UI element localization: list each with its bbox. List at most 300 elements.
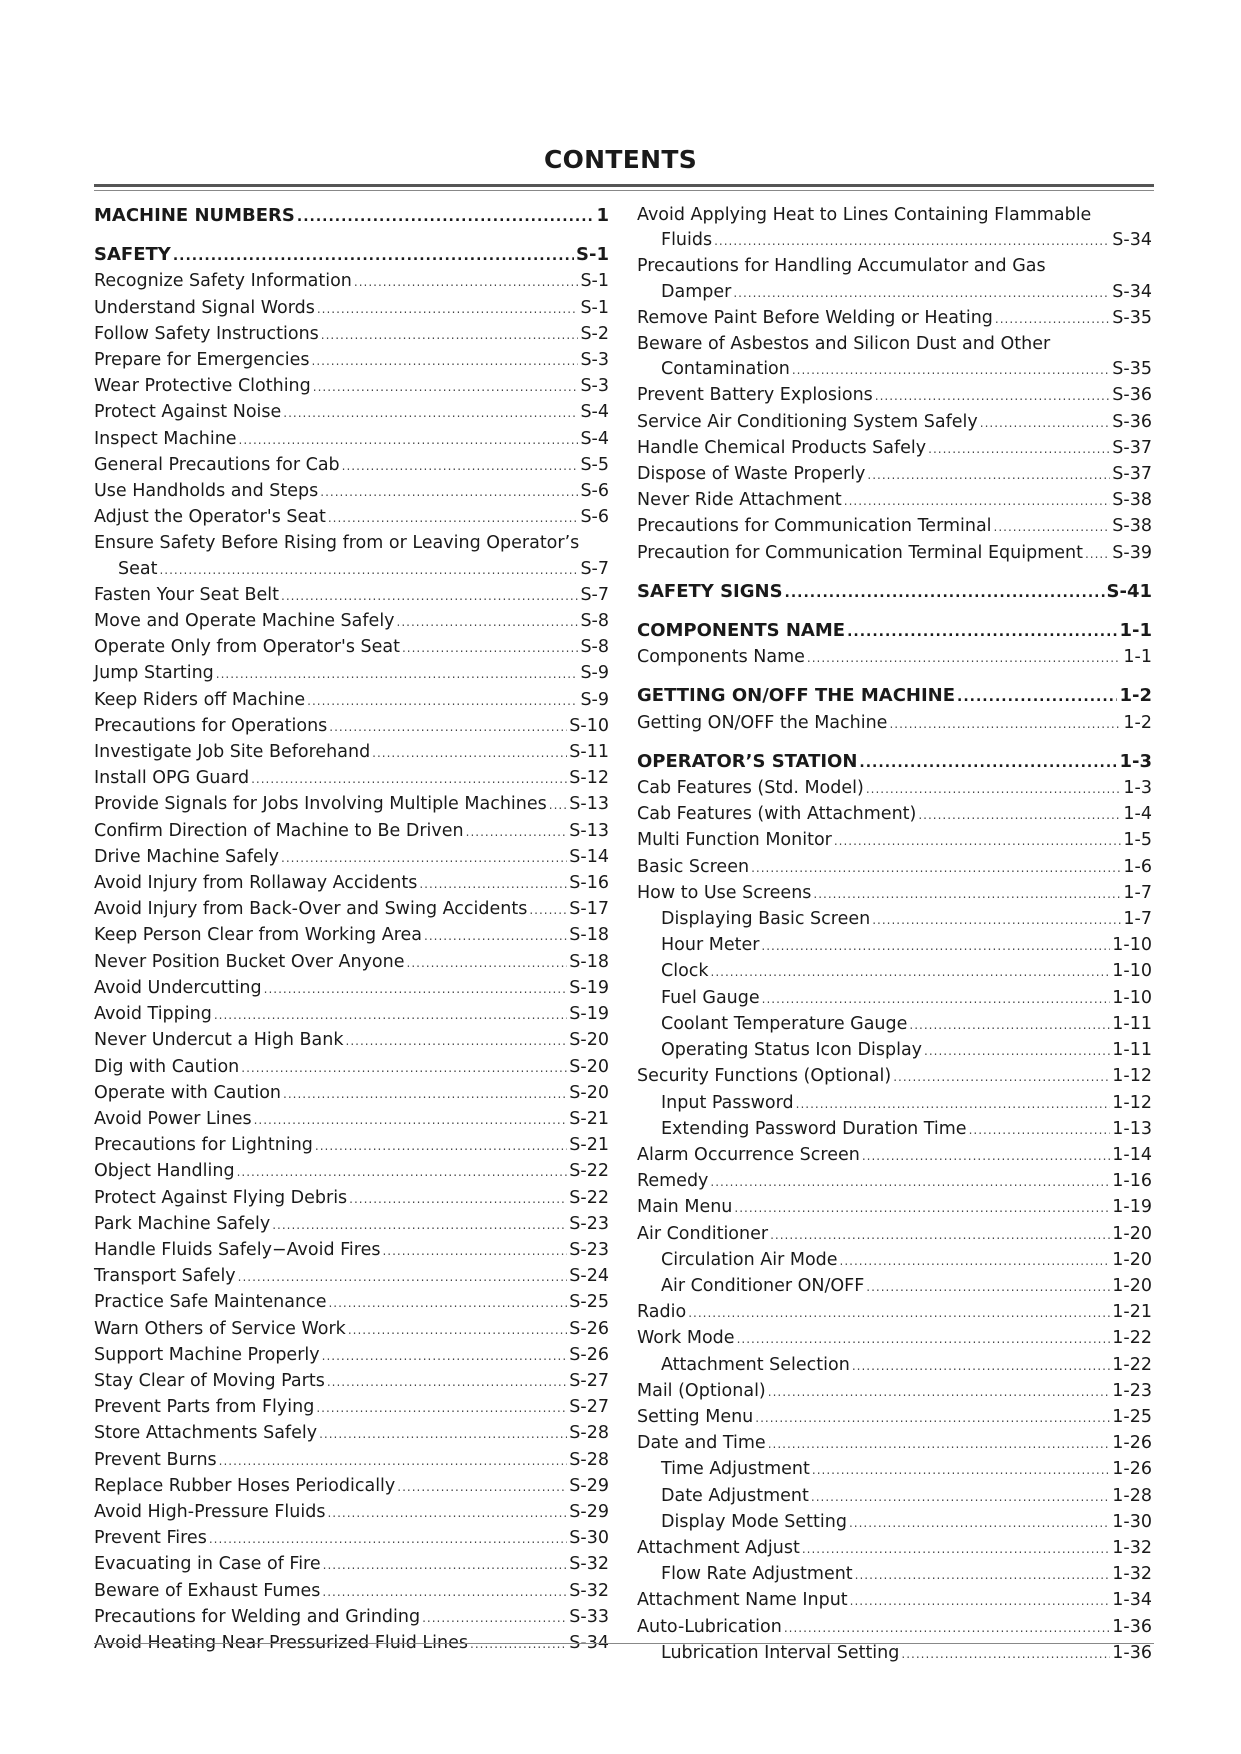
dot-leader <box>762 987 1111 1012</box>
toc-page-number: S-9 <box>580 689 609 710</box>
bottom-rule <box>94 1643 1154 1644</box>
dot-leader <box>928 437 1110 462</box>
dot-leader <box>901 1642 1110 1667</box>
toc-page-number: S-3 <box>580 376 609 397</box>
toc-entry[interactable] <box>637 1562 1152 1588</box>
toc-entry-title: Operate with Caution <box>94 1082 282 1103</box>
toc-page-number: 1-7 <box>1123 882 1152 903</box>
toc-entry-title: Never Position Bucket Over Anyone <box>94 951 405 972</box>
dot-leader <box>281 584 578 609</box>
toc-page-number: S-6 <box>580 507 609 528</box>
toc-entry[interactable] <box>94 740 609 766</box>
dot-leader <box>995 307 1110 332</box>
toc-page-number: 1-34 <box>1112 1590 1152 1611</box>
toc-entry[interactable] <box>637 645 1152 671</box>
toc-entry-title: Coolant Temperature Gauge <box>661 1013 908 1034</box>
toc-entry[interactable] <box>94 976 609 1002</box>
toc-entry-title: Dig with Caution <box>94 1056 240 1077</box>
toc-page-number: S-24 <box>569 1266 609 1287</box>
toc-page-number: S-25 <box>569 1292 609 1313</box>
toc-entry-title: Investigate Job Site Beforehand <box>94 742 371 763</box>
toc-page-number: S-20 <box>569 1082 609 1103</box>
toc-section-heading[interactable] <box>637 683 1152 710</box>
toc-entry-title: Keep Person Clear from Working Area <box>94 925 423 946</box>
toc-entry[interactable] <box>94 819 609 845</box>
dot-leader <box>466 820 568 845</box>
toc-entry-title: Attachment Name Input <box>637 1590 848 1611</box>
toc-entry-title: Air Conditioner ON/OFF <box>661 1275 865 1296</box>
toc-page-number: 1-5 <box>1123 830 1152 851</box>
toc-entry-title: Service Air Conditioning System Safely <box>637 411 978 432</box>
toc-entry-title: Components Name <box>637 647 805 668</box>
toc-page-number: S-7 <box>580 584 609 605</box>
toc-page-number: S-8 <box>580 637 609 658</box>
dot-leader <box>529 898 567 923</box>
toc-page-number: S-14 <box>569 846 609 867</box>
toc-entry[interactable] <box>637 1169 1152 1195</box>
dot-leader <box>312 349 579 374</box>
toc-left-column <box>94 203 609 1657</box>
toc-entry[interactable] <box>94 1107 609 1133</box>
toc-entry[interactable] <box>94 1395 609 1421</box>
dot-leader <box>862 1144 1110 1169</box>
dot-leader <box>316 1396 567 1421</box>
toc-entry[interactable] <box>637 1195 1152 1221</box>
toc-entry-title: Use Handholds and Steps <box>94 481 319 502</box>
toc-entry[interactable] <box>94 1369 609 1395</box>
dot-leader <box>422 1606 567 1631</box>
toc-entry[interactable] <box>94 1579 609 1605</box>
toc-page-number: S-19 <box>569 1004 609 1025</box>
toc-section-heading[interactable] <box>94 242 609 269</box>
toc-page-number: 1-32 <box>1112 1564 1152 1585</box>
toc-page-number: S-37 <box>1112 464 1152 485</box>
toc-page-number: S-18 <box>569 951 609 972</box>
dot-leader <box>755 1406 1110 1431</box>
dot-leader <box>770 1223 1110 1248</box>
toc-entry-title: Drive Machine Safely <box>94 846 280 867</box>
toc-entry[interactable] <box>637 711 1152 737</box>
dot-leader <box>889 712 1121 737</box>
toc-entry-title: Precautions for Operations <box>94 715 328 736</box>
dot-leader <box>812 1458 1110 1483</box>
toc-entry[interactable] <box>637 802 1152 828</box>
toc-page-number: S-20 <box>569 1030 609 1051</box>
dot-leader <box>283 401 578 426</box>
dot-leader <box>251 767 567 792</box>
toc-entry-title: Date Adjustment <box>661 1485 809 1506</box>
toc-entry[interactable] <box>94 661 609 687</box>
dot-leader <box>397 1475 567 1500</box>
dot-leader <box>734 1196 1110 1221</box>
dot-leader <box>372 741 567 766</box>
toc-entry-title: Recognize Safety Information <box>94 271 352 292</box>
toc-entry-title: Transport Safely <box>94 1266 236 1287</box>
toc-entry-title: General Precautions for Cab <box>94 454 340 475</box>
toc-entry[interactable] <box>94 1290 609 1316</box>
toc-page-number: S-18 <box>569 925 609 946</box>
toc-entry[interactable] <box>637 280 1152 306</box>
toc-entry[interactable] <box>637 1615 1152 1641</box>
toc-entry[interactable] <box>637 1091 1152 1117</box>
toc-entry[interactable] <box>94 1212 609 1238</box>
toc-entry[interactable] <box>94 583 609 609</box>
toc-entry[interactable] <box>637 1431 1152 1457</box>
toc-entry-title: Avoid Heating Near Pressurized Fluid Lines <box>94 1632 468 1653</box>
toc-entry[interactable] <box>94 1343 609 1369</box>
toc-entry[interactable] <box>94 374 609 400</box>
toc-page-number: 1-1 <box>1119 620 1152 642</box>
toc-entry-title: Inspect Machine <box>94 428 237 449</box>
dot-leader <box>688 1301 1110 1326</box>
toc-entry-title: Cab Features (with Attachment) <box>637 804 917 825</box>
dot-leader <box>317 297 579 322</box>
dot-leader <box>346 1029 568 1054</box>
toc-page-number: S-26 <box>569 1318 609 1339</box>
dot-leader <box>802 1537 1110 1562</box>
toc-page-number: 1-26 <box>1112 1433 1152 1454</box>
toc-entry[interactable] <box>94 792 609 818</box>
toc-page-number: 1-4 <box>1123 804 1152 825</box>
toc-entry[interactable] <box>637 1379 1152 1405</box>
toc-entry[interactable] <box>637 410 1152 436</box>
toc-entry-title: Operate Only from Operator's Seat <box>94 637 400 658</box>
toc-page-number: S-8 <box>580 611 609 632</box>
toc-entry[interactable] <box>94 766 609 792</box>
toc-entry[interactable] <box>94 427 609 453</box>
toc-section-heading[interactable] <box>637 749 1152 776</box>
dot-leader <box>319 1422 567 1447</box>
toc-entry[interactable] <box>94 1448 609 1474</box>
toc-entry-title: Never Ride Attachment <box>637 490 842 511</box>
toc-entry-text[interactable]: Avoid Applying Heat to Lines Containing Flammable <box>637 205 1092 225</box>
dot-leader <box>867 463 1110 488</box>
toc-page-number: 1-10 <box>1112 961 1152 982</box>
toc-entry-title: Handle Fluids Safely−Avoid Fires <box>94 1239 381 1260</box>
toc-page-number: 1-10 <box>1112 935 1152 956</box>
toc-entry[interactable] <box>94 871 609 897</box>
toc-entry[interactable] <box>94 1238 609 1264</box>
toc-page-number: S-11 <box>569 742 609 763</box>
toc-entry[interactable] <box>637 1588 1152 1614</box>
toc-entry[interactable] <box>94 322 609 348</box>
toc-entry-text[interactable]: Precautions for Handling Accumulator and Gas <box>637 256 1046 277</box>
toc-page-number: S-29 <box>569 1501 609 1522</box>
toc-page-number: 1-21 <box>1112 1302 1152 1323</box>
dot-leader <box>850 1589 1111 1614</box>
toc-entry-title: Remedy <box>637 1171 709 1192</box>
toc-entry[interactable] <box>94 1605 609 1631</box>
toc-entry[interactable] <box>94 1028 609 1054</box>
dot-leader <box>840 1249 1111 1274</box>
toc-entry[interactable] <box>637 306 1152 332</box>
dot-leader <box>969 1118 1111 1143</box>
toc-entry[interactable] <box>637 1248 1152 1274</box>
toc-entry-title: Display Mode Setting <box>661 1511 847 1532</box>
toc-page-number: 1-19 <box>1112 1197 1152 1218</box>
toc-entry-title: Avoid Injury from Rollaway Accidents <box>94 873 418 894</box>
dot-leader <box>784 1616 1110 1641</box>
toc-entry[interactable] <box>94 1317 609 1343</box>
toc-entry-title: Clock <box>661 961 709 982</box>
dot-leader <box>315 1134 567 1159</box>
dot-leader <box>733 281 1110 306</box>
toc-entry-title: SAFETY <box>94 244 171 266</box>
toc-entry[interactable] <box>94 1186 609 1212</box>
dot-leader <box>852 1354 1110 1379</box>
page-title: CONTENTS <box>543 145 698 174</box>
toc-page-number: S-9 <box>580 663 609 684</box>
toc-entry[interactable] <box>637 1353 1152 1379</box>
dot-leader <box>872 908 1121 933</box>
toc-entry-title: Precautions for Lightning <box>94 1135 313 1156</box>
toc-entry-title: Stay Clear of Moving Parts <box>94 1370 325 1391</box>
dot-leader <box>549 793 568 818</box>
toc-entry[interactable] <box>637 1536 1152 1562</box>
dot-leader <box>847 620 1117 645</box>
dot-leader <box>397 610 579 635</box>
dot-leader <box>219 1449 568 1474</box>
toc-page-number: 1-10 <box>1112 987 1152 1008</box>
dot-leader <box>327 1501 567 1526</box>
dot-leader <box>711 960 1111 985</box>
dot-leader <box>342 454 579 479</box>
toc-entry[interactable] <box>637 828 1152 854</box>
toc-entry[interactable] <box>94 296 609 322</box>
toc-entry-title: Fuel Gauge <box>661 987 760 1008</box>
toc-entry[interactable] <box>637 1405 1152 1431</box>
dot-leader <box>866 1275 1110 1300</box>
toc-page-number: 1-36 <box>1112 1642 1152 1663</box>
toc-entry-title: Displaying Basic Screen <box>661 909 871 930</box>
toc-entry[interactable] <box>94 897 609 923</box>
toc-page-number: 1-23 <box>1112 1380 1152 1401</box>
toc-page-number: S-37 <box>1112 437 1152 458</box>
dot-leader <box>811 1485 1110 1510</box>
toc-entry[interactable] <box>94 1500 609 1526</box>
top-rule <box>94 184 1154 191</box>
toc-page-number: S-30 <box>569 1528 609 1549</box>
toc-entry[interactable] <box>94 557 609 583</box>
toc-entry[interactable] <box>637 1457 1152 1483</box>
toc-entry[interactable] <box>94 635 609 661</box>
toc-entry[interactable] <box>94 479 609 505</box>
toc-entry[interactable] <box>637 907 1152 933</box>
dot-leader <box>866 777 1122 802</box>
dot-leader <box>214 1003 567 1028</box>
dot-leader <box>1085 542 1110 567</box>
toc-entry[interactable] <box>94 845 609 871</box>
toc-entry[interactable] <box>637 462 1152 488</box>
toc-entry-text[interactable]: Beware of Asbestos and Silicon Dust and Other <box>637 334 1051 355</box>
toc-entry[interactable] <box>94 1264 609 1290</box>
toc-entry-title: Remove Paint Before Welding or Heating <box>637 307 993 328</box>
toc-entry-title: Setting Menu <box>637 1406 754 1427</box>
dot-leader <box>761 934 1110 959</box>
toc-entry[interactable] <box>637 1064 1152 1090</box>
toc-entry[interactable] <box>94 1421 609 1447</box>
toc-page-number: 1-2 <box>1119 685 1152 707</box>
toc-entry[interactable] <box>637 1484 1152 1510</box>
toc-entry-title: Evacuating in Case of Fire <box>94 1554 321 1575</box>
toc-entry-title: Precautions for Welding and Grinding <box>94 1606 421 1627</box>
dot-leader <box>237 1160 568 1185</box>
dot-leader <box>849 1511 1110 1536</box>
toc-entry-title: How to Use Screens <box>637 882 812 903</box>
toc-entry[interactable] <box>637 855 1152 881</box>
toc-entry[interactable] <box>637 986 1152 1012</box>
toc-entry[interactable] <box>637 933 1152 959</box>
toc-entry-title: Avoid High-Pressure Fluids <box>94 1501 326 1522</box>
toc-page-number: 1-20 <box>1112 1223 1152 1244</box>
dot-leader <box>241 1056 567 1081</box>
toc-page-number: S-1 <box>580 271 609 292</box>
toc-entry[interactable] <box>637 1117 1152 1143</box>
dot-leader <box>875 384 1111 409</box>
toc-entry[interactable] <box>637 1143 1152 1169</box>
dot-leader <box>768 1432 1111 1457</box>
toc-page-number: S-32 <box>569 1580 609 1601</box>
toc-entry[interactable] <box>637 1038 1152 1064</box>
dot-leader <box>419 872 567 897</box>
dot-leader <box>792 358 1110 383</box>
toc-entry-title: Radio <box>637 1302 687 1323</box>
toc-entry-title: Adjust the Operator's Seat <box>94 507 326 528</box>
dot-leader <box>924 1039 1110 1064</box>
dot-leader <box>349 1187 567 1212</box>
toc-entry[interactable] <box>94 1159 609 1185</box>
toc-section-heading[interactable] <box>637 618 1152 645</box>
dot-leader <box>796 1092 1111 1117</box>
toc-entry[interactable] <box>94 714 609 740</box>
toc-page-number: S-41 <box>1106 580 1152 602</box>
dot-leader <box>710 1170 1110 1195</box>
toc-entry[interactable] <box>94 269 609 295</box>
dot-leader <box>994 515 1111 540</box>
toc-entry[interactable] <box>637 514 1152 540</box>
toc-entry[interactable] <box>94 1055 609 1081</box>
dot-leader <box>322 1580 567 1605</box>
toc-entry[interactable] <box>637 776 1152 802</box>
toc-section-heading[interactable] <box>94 203 609 230</box>
toc-entry-title: Main Menu <box>637 1197 733 1218</box>
toc-entry[interactable] <box>94 400 609 426</box>
toc-entry[interactable] <box>637 228 1152 254</box>
dot-leader <box>714 229 1110 254</box>
dot-leader <box>239 428 579 453</box>
toc-entry[interactable] <box>94 1081 609 1107</box>
dot-leader <box>209 1527 567 1552</box>
toc-entry-title: Warn Others of Service Work <box>94 1318 346 1339</box>
toc-entry-title: Prevent Fires <box>94 1528 207 1549</box>
toc-page-number: S-29 <box>569 1475 609 1496</box>
toc-entry[interactable] <box>94 505 609 531</box>
toc-entry[interactable] <box>637 488 1152 514</box>
toc-page-number: S-21 <box>569 1108 609 1129</box>
toc-entry[interactable] <box>637 357 1152 383</box>
toc-entry[interactable] <box>637 383 1152 409</box>
toc-page-number: 1-6 <box>1123 856 1152 877</box>
toc-entry-title: Air Conditioner <box>637 1223 769 1244</box>
toc-entry-title: Support Machine Properly <box>94 1344 320 1365</box>
toc-entry-title: Understand Signal Words <box>94 297 315 318</box>
toc-entry-text[interactable]: Ensure Safety Before Rising from or Leaving Operator’s <box>94 533 580 554</box>
toc-entry[interactable] <box>637 881 1152 907</box>
toc-page-number: 1-2 <box>1123 712 1152 733</box>
toc-page-number: 1-22 <box>1112 1328 1152 1349</box>
dot-leader <box>320 480 578 505</box>
toc-entry[interactable] <box>637 541 1152 567</box>
dot-leader <box>327 1370 567 1395</box>
toc-entry[interactable] <box>637 1222 1152 1248</box>
toc-entry-title: Avoid Injury from Back-Over and Swing Accidents <box>94 899 528 920</box>
dot-leader <box>785 581 1105 606</box>
toc-page-number: S-34 <box>569 1632 609 1653</box>
toc-entry[interactable] <box>94 348 609 374</box>
toc-page-number: 1-36 <box>1112 1616 1152 1637</box>
toc-page-number: 1-3 <box>1123 778 1152 799</box>
dot-leader <box>216 662 579 687</box>
toc-entry[interactable] <box>94 688 609 714</box>
dot-leader <box>909 1013 1110 1038</box>
toc-entry-title: Attachment Adjust <box>637 1537 800 1558</box>
toc-page-number: S-21 <box>569 1135 609 1156</box>
toc-page-number: 1-12 <box>1112 1092 1152 1113</box>
toc-entry[interactable] <box>637 959 1152 985</box>
toc-entry-title: Avoid Power Lines <box>94 1108 252 1129</box>
toc-page-number: S-23 <box>569 1213 609 1234</box>
toc-page-number: S-36 <box>1112 385 1152 406</box>
toc-entry[interactable] <box>637 436 1152 462</box>
toc-entry[interactable] <box>637 1274 1152 1300</box>
toc-entry-title: Auto-Lubrication <box>637 1616 782 1637</box>
toc-entry-title: Security Functions (Optional) <box>637 1066 892 1087</box>
toc-page-number: S-12 <box>569 768 609 789</box>
toc-entry[interactable] <box>94 1002 609 1028</box>
toc-entry[interactable] <box>94 923 609 949</box>
dot-leader <box>321 323 579 348</box>
dot-leader <box>382 1239 567 1264</box>
toc-page-number: S-28 <box>569 1423 609 1444</box>
dot-leader <box>424 924 567 949</box>
toc-entry[interactable] <box>94 609 609 635</box>
toc-page-number: 1-7 <box>1123 909 1152 930</box>
toc-entry[interactable] <box>637 1510 1152 1536</box>
toc-entry[interactable] <box>637 1300 1152 1326</box>
toc-entry[interactable] <box>637 1641 1152 1667</box>
toc-page-number: S-38 <box>1112 516 1152 537</box>
toc-entry[interactable] <box>94 1133 609 1159</box>
toc-entry[interactable] <box>94 1552 609 1578</box>
toc-entry[interactable] <box>637 1326 1152 1352</box>
toc-entry[interactable] <box>94 453 609 479</box>
toc-page-number: S-28 <box>569 1449 609 1470</box>
toc-page-number: S-2 <box>580 323 609 344</box>
toc-entry[interactable] <box>94 1474 609 1500</box>
toc-section-heading[interactable] <box>637 579 1152 606</box>
toc-entry-title: Precautions for Communication Terminal <box>637 516 992 537</box>
toc-page-number: S-36 <box>1112 411 1152 432</box>
toc-entry[interactable] <box>94 950 609 976</box>
toc-page-number: S-35 <box>1112 307 1152 328</box>
toc-entry-title: Work Mode <box>637 1328 735 1349</box>
dot-leader <box>307 689 578 714</box>
toc-entry[interactable] <box>94 1526 609 1552</box>
toc-entry[interactable] <box>637 1012 1152 1038</box>
toc-entry[interactable] <box>94 1631 609 1657</box>
toc-page-number: S-22 <box>569 1161 609 1182</box>
toc-entry-title: Handle Chemical Products Safely <box>637 437 927 458</box>
